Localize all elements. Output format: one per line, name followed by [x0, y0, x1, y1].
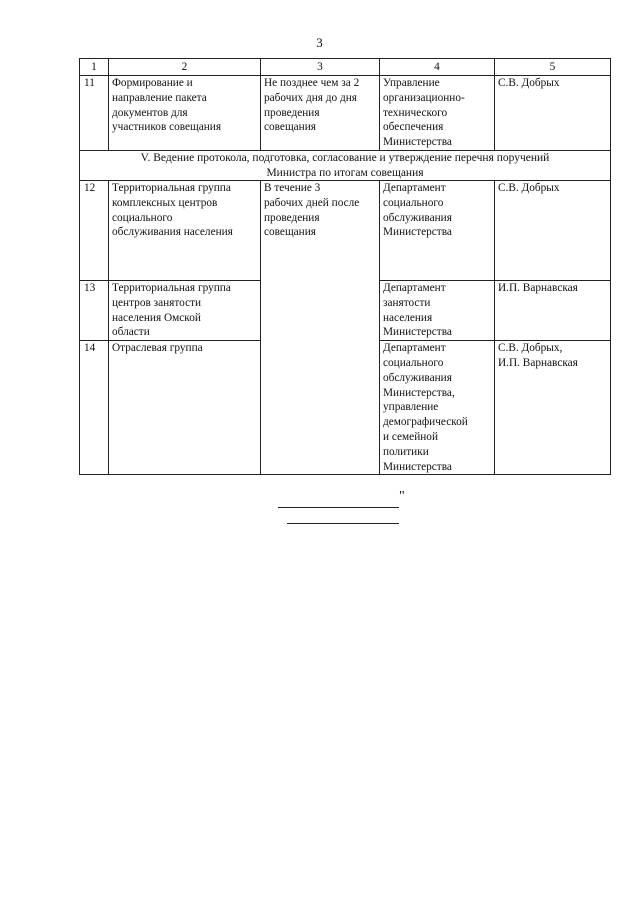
- deadline-cell-merged: [261, 341, 380, 475]
- event-cell: Отраслевая группа: [109, 341, 261, 475]
- table-row-11: [80, 76, 611, 151]
- table-row-12: [80, 181, 611, 281]
- header-col-2: 2: [109, 59, 261, 76]
- closing-line-top: [278, 507, 399, 508]
- event-cell: Формирование и направление пакета документов для участников совещания: [109, 76, 261, 151]
- deadline-cell: Не позднее чем за 2 рабочих дня до дня проведения совещания: [261, 76, 380, 151]
- table-header-row: [80, 59, 611, 76]
- department-cell: Департамент социального обслуживания Министерства: [380, 181, 495, 281]
- header-col-3: 3: [261, 59, 380, 76]
- header-col-1: 1: [80, 59, 109, 76]
- row-number: 14: [80, 341, 109, 475]
- responsible-cell: С.В. Добрых: [495, 181, 611, 281]
- section-title: V. Ведение протокола, подготовка, согласование и утверждение перечня поручений Министра по итогам совещания: [80, 151, 611, 181]
- row-number: 11: [80, 76, 109, 151]
- responsible-cell: И.П. Варнавская: [495, 281, 611, 341]
- closing-quote: ": [399, 489, 405, 504]
- responsible-cell: С.В. Добрых: [495, 76, 611, 151]
- responsible-cell: С.В. Добрых, И.П. Варнавская: [495, 341, 611, 475]
- department-cell: Департамент занятости населения Министерства: [380, 281, 495, 341]
- row-number: 13: [80, 281, 109, 341]
- table-row-13: [80, 281, 611, 341]
- department-cell: Департамент социального обслуживания Министерства, управление демографической и семейной политики Министерства: [380, 341, 495, 475]
- event-cell: Территориальная группа комплексных центров социального обслуживания населения: [109, 181, 261, 281]
- event-cell: Территориальная группа центров занятости населения Омской области: [109, 281, 261, 341]
- department-cell: Управление организационно- технического обеспечения Министерства: [380, 76, 495, 151]
- deadline-cell: В течение 3 рабочих дней после проведения совещания: [261, 181, 380, 281]
- schedule-table: [79, 58, 611, 475]
- deadline-cell-merged: [261, 281, 380, 341]
- section-heading-row: [80, 151, 611, 181]
- page-number: 3: [316, 35, 323, 50]
- row-number: 12: [80, 181, 109, 281]
- header-col-5: 5: [495, 59, 611, 76]
- table-row-14: [80, 341, 611, 475]
- header-col-4: 4: [380, 59, 495, 76]
- closing-line-bottom: [287, 523, 399, 524]
